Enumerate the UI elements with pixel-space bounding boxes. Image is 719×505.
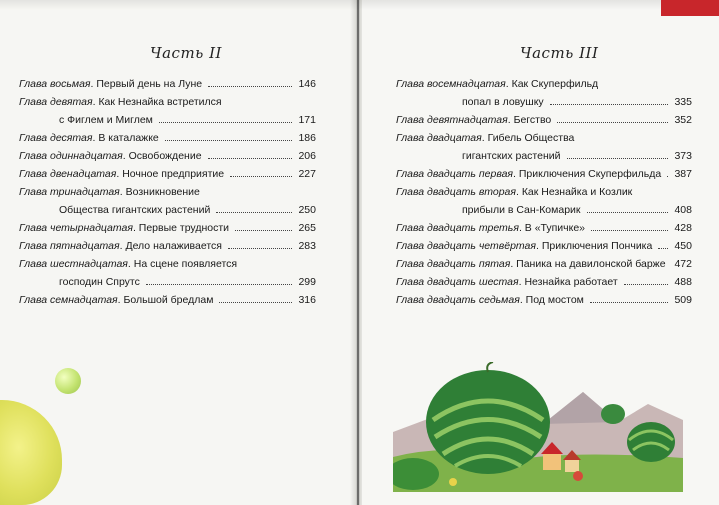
part-title: Часть II — [150, 44, 222, 62]
toc-entry[interactable] — [396, 255, 692, 273]
page-number: 408 — [674, 204, 692, 216]
flower — [573, 471, 583, 481]
chapter-number: Глава одиннадцатая — [19, 150, 123, 162]
toc-entry-label — [19, 93, 222, 111]
page-number: 509 — [674, 294, 692, 306]
table-of-contents — [19, 75, 316, 309]
toc-entry-label — [396, 255, 666, 273]
toc-entry-continuation[interactable] — [19, 201, 316, 219]
table-of-contents — [396, 75, 692, 309]
chapter-title: . Дело налаживается — [119, 240, 222, 252]
page-top-shadow — [0, 0, 719, 10]
chapter-title: . В каталажке — [92, 132, 159, 144]
toc-entry-continuation[interactable] — [396, 93, 692, 111]
dot-leader — [216, 212, 292, 213]
page-number: 450 — [674, 240, 692, 252]
toc-entry[interactable] — [396, 75, 692, 93]
toc-entry-label — [19, 255, 237, 273]
chapter-number: Глава восьмая — [19, 78, 91, 90]
chapter-title: . Ночное предприятие — [116, 168, 225, 180]
toc-entry-continuation[interactable] — [19, 273, 316, 291]
toc-entry[interactable] — [396, 183, 692, 201]
dot-leader — [624, 284, 668, 285]
toc-entry[interactable] — [19, 129, 316, 147]
toc-entry[interactable] — [396, 273, 692, 291]
house — [565, 460, 579, 472]
toc-entry-label — [19, 75, 202, 93]
toc-entry-continuation[interactable] — [396, 201, 692, 219]
small-watermelon — [601, 404, 625, 424]
chapter-title: . Приключения Скуперфильда — [513, 168, 662, 180]
toc-entry-label — [396, 129, 574, 147]
page-number: 250 — [298, 204, 316, 216]
chapter-number: Глава пятнадцатая — [19, 240, 120, 252]
chapter-title-continuation: господин Спрутс — [59, 276, 140, 288]
dot-leader — [590, 302, 668, 303]
toc-entry-label — [19, 129, 159, 147]
chapter-title: . Под мостом — [519, 294, 584, 306]
toc-entry-label — [396, 183, 632, 201]
toc-entry-label — [396, 111, 551, 129]
toc-entry-label — [19, 183, 200, 201]
chapter-number: Глава двадцать пятая — [396, 258, 511, 270]
red-cover-edge — [661, 0, 719, 16]
page-number: 472 — [674, 258, 692, 270]
page-number: 146 — [298, 78, 316, 90]
toc-entry[interactable] — [396, 219, 692, 237]
chapter-number: Глава двенадцатая — [19, 168, 117, 180]
toc-entry[interactable] — [396, 129, 692, 147]
chapter-title: . В «Тупичке» — [518, 222, 586, 234]
toc-entry[interactable] — [19, 219, 316, 237]
toc-entry-label — [19, 147, 202, 165]
page-number: 227 — [298, 168, 316, 180]
page-number: 171 — [298, 114, 316, 126]
page-number: 352 — [674, 114, 692, 126]
chapter-title: . Как Незнайка и Козлик — [515, 186, 633, 198]
toc-entry-label — [19, 219, 229, 237]
page-number: 373 — [674, 150, 692, 162]
page-number: 299 — [298, 276, 316, 288]
chapter-title: . Большой бредлам — [117, 294, 214, 306]
page-number: 488 — [674, 276, 692, 288]
toc-entry[interactable] — [19, 183, 316, 201]
toc-entry-continuation[interactable] — [396, 147, 692, 165]
chapter-title: . Гибель Общества — [481, 132, 575, 144]
chapter-title-continuation: Общества гигантских растений — [59, 204, 211, 216]
page-number: 265 — [298, 222, 316, 234]
chapter-title: . Возникновение — [119, 186, 200, 198]
chapter-number: Глава восемнадцатая — [396, 78, 506, 90]
chapter-number: Глава девятнадцатая — [396, 114, 508, 126]
toc-entry[interactable] — [396, 111, 692, 129]
chapter-title: . Освобождение — [122, 150, 202, 162]
dot-leader — [230, 176, 292, 177]
dot-leader — [658, 248, 668, 249]
toc-entry[interactable] — [396, 237, 692, 255]
toc-entry[interactable] — [396, 165, 692, 183]
toc-entry[interactable] — [19, 165, 316, 183]
chapter-title: . Незнайка работает — [518, 276, 618, 288]
toc-entry[interactable] — [19, 147, 316, 165]
chapter-title-continuation: с Фиглем и Миглем — [59, 114, 153, 126]
chapter-number: Глава тринадцатая — [19, 186, 120, 198]
dot-leader — [146, 284, 292, 285]
chapter-number: Глава двадцать шестая — [396, 276, 519, 288]
left-page — [0, 0, 358, 505]
toc-entry[interactable] — [19, 291, 316, 309]
dot-leader — [159, 122, 292, 123]
toc-entry[interactable] — [19, 93, 316, 111]
dot-leader — [567, 158, 668, 159]
toc-entry-label — [396, 237, 652, 255]
page-number: 316 — [298, 294, 316, 306]
toc-entry-label — [19, 291, 213, 309]
toc-entry-label — [396, 219, 585, 237]
chapter-title-continuation: попал в ловушку — [462, 96, 544, 108]
chapter-title: . Как Незнайка встретился — [92, 96, 222, 108]
chapter-title: . Первые трудности — [132, 222, 230, 234]
toc-entry-label — [396, 273, 618, 291]
toc-entry[interactable] — [19, 255, 316, 273]
toc-entry[interactable] — [19, 237, 316, 255]
page-number: 186 — [298, 132, 316, 144]
toc-entry[interactable] — [19, 75, 316, 93]
pear-illustration — [0, 400, 62, 505]
chapter-title: . Паника на давилонской барже — [510, 258, 666, 270]
watermelon-illustration — [393, 362, 683, 492]
page-number: 335 — [674, 96, 692, 108]
toc-entry-label — [396, 165, 661, 183]
dot-leader — [228, 248, 292, 249]
page-number: 428 — [674, 222, 692, 234]
chapter-title: . Как Скуперфильд — [505, 78, 599, 90]
dot-leader — [165, 140, 292, 141]
toc-entry-label — [396, 75, 598, 93]
page-number: 283 — [298, 240, 316, 252]
toc-entry-label — [19, 237, 222, 255]
grape-illustration — [55, 368, 81, 394]
chapter-title: . Бегство — [507, 114, 552, 126]
dot-leader — [219, 302, 292, 303]
toc-entry-label — [19, 165, 224, 183]
chapter-title: . Приключения Пончика — [536, 240, 653, 252]
dot-leader — [208, 158, 292, 159]
toc-entry[interactable] — [396, 291, 692, 309]
chapter-number: Глава двадцать третья — [396, 222, 519, 234]
chapter-number: Глава девятая — [19, 96, 93, 108]
chapter-number: Глава шестнадцатая — [19, 258, 128, 270]
dot-leader — [557, 122, 668, 123]
chapter-number: Глава семнадцатая — [19, 294, 118, 306]
chapter-title: . На сцене появляется — [127, 258, 238, 270]
dot-leader — [235, 230, 292, 231]
chapter-title-continuation: прибыли в Сан-Комарик — [462, 204, 581, 216]
dot-leader — [667, 176, 668, 177]
chapter-title-continuation: гигантских растений — [462, 150, 561, 162]
dot-leader — [550, 104, 668, 105]
flower — [449, 478, 457, 486]
chapter-title: . Первый день на Луне — [90, 78, 203, 90]
dot-leader — [591, 230, 668, 231]
chapter-number: Глава десятая — [19, 132, 93, 144]
chapter-number: Глава двадцать вторая — [396, 186, 516, 198]
dot-leader — [208, 86, 292, 87]
toc-entry-continuation[interactable] — [19, 111, 316, 129]
toc-entry-label — [396, 291, 584, 309]
chapter-number: Глава двадцать четвёртая — [396, 240, 537, 252]
chapter-number: Глава двадцать седьмая — [396, 294, 520, 306]
page-number: 206 — [298, 150, 316, 162]
chapter-number: Глава двадцать первая — [396, 168, 514, 180]
chapter-number: Глава четырнадцатая — [19, 222, 133, 234]
chapter-number: Глава двадцатая — [396, 132, 482, 144]
house — [543, 454, 561, 470]
page-number: 387 — [674, 168, 692, 180]
dot-leader — [587, 212, 668, 213]
part-title: Часть III — [520, 44, 599, 62]
